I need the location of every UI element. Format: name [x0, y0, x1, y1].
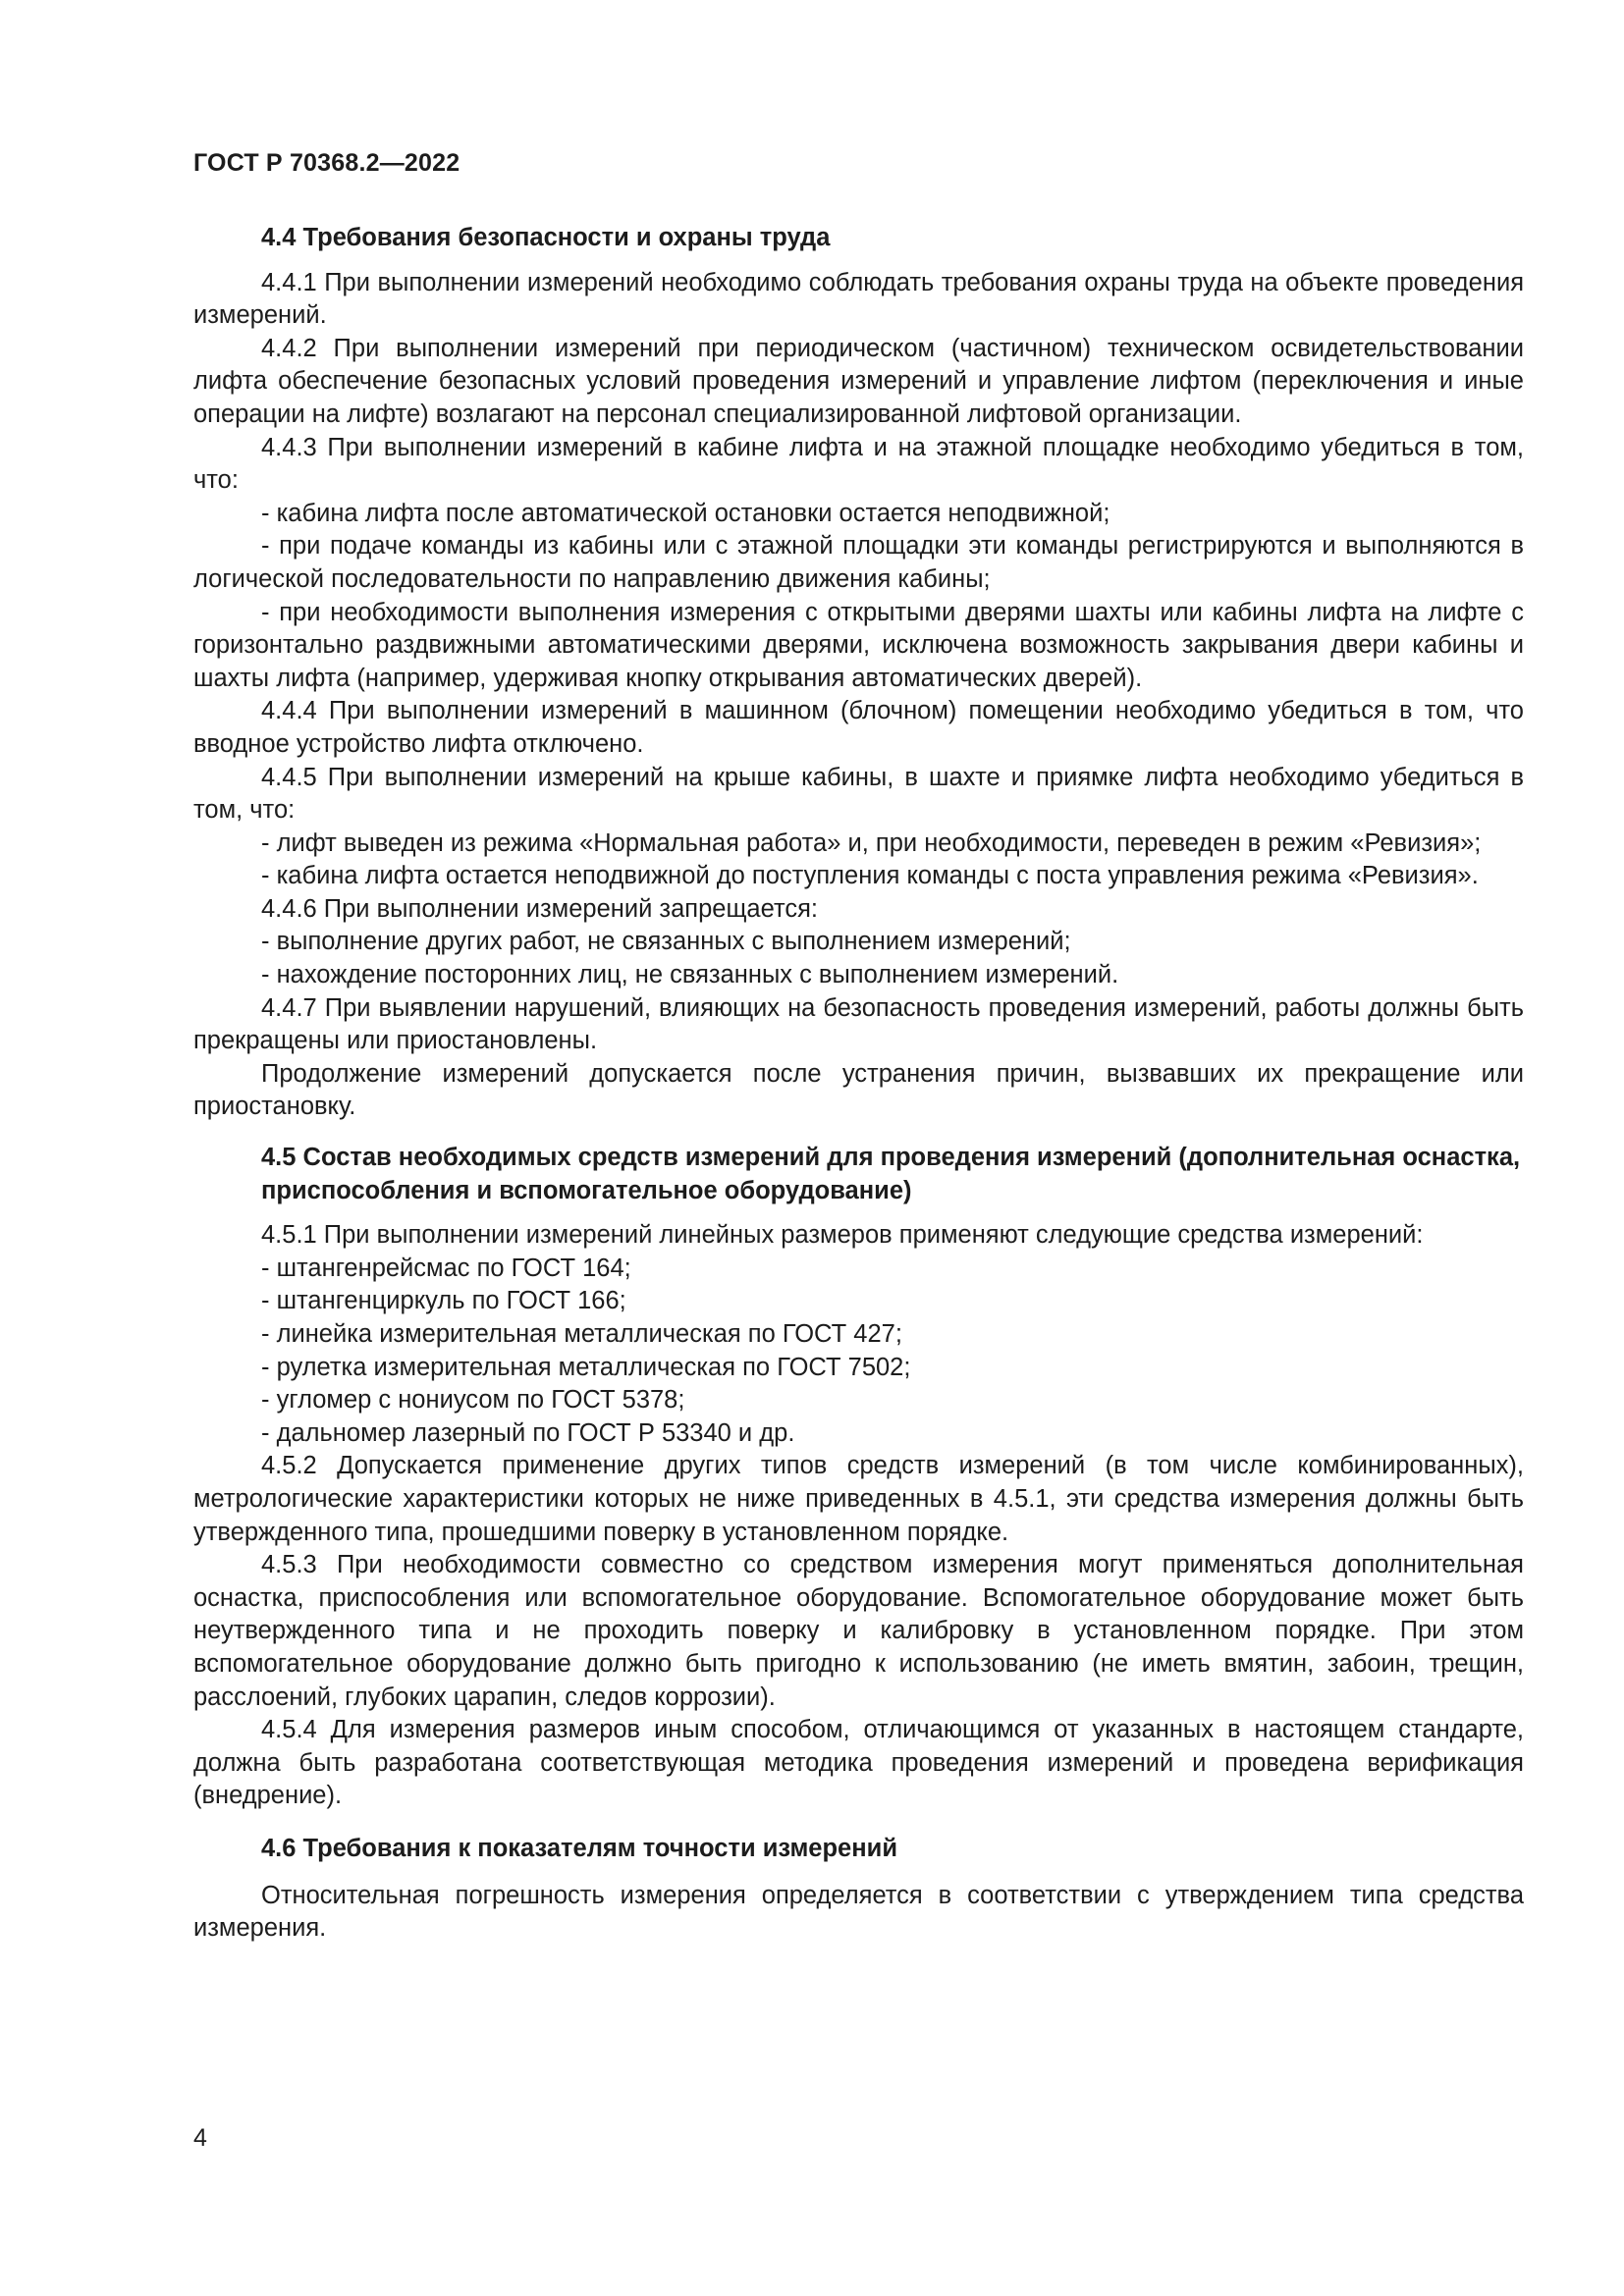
paragraph-4-5-4: 4.5.4 Для измерения размеров иным способом, отличающимся от указанных в настоящем стандарте, должна быть разработана соответствующая методика проведения измерений и проведена верификация (внедрение).: [193, 1716, 1524, 1810]
list-item: - лифт выведен из режима «Нормальная работа» и, при необходимости, переведен в режим «Ревизия»;: [261, 828, 1482, 857]
list-item: - дальномер лазерный по ГОСТ Р 53340 и др.: [261, 1418, 795, 1447]
section-title-4-6: 4.6 Требования к показателям точности измерений: [261, 1834, 897, 1862]
section-title-4-5: 4.5 Состав необходимых средств измерений для проведения измерений (дополнительная оснастка, приспособления и вспомогательное оборудование): [261, 1144, 1521, 1204]
paragraph-4-5-3: 4.5.3 При необходимости совместно со средством измерения могут применяться дополнительная оснастка, приспособления или вспомогательное оборудование. Вспомогательное оборудование может быть неутвержденного типа и не проходить поверку и калибровку в установленном порядке. При этом вспомогательное оборудование должно быть пригодно к использованию (не иметь вмятин, забоин, трещин, расслоений, глубоких царапин, следов коррозии).: [193, 1551, 1524, 1711]
paragraph-4-4-2: 4.4.2 При выполнении измерений при периодическом (частичном) техническом освидетельствовании лифта обеспечение безопасных условий проведения измерений и управление лифтом (переключения и иные операции на лифте) возлагают на персонал специализированной лифтовой организации.: [193, 334, 1524, 428]
paragraph-4-4-6: 4.4.6 При выполнении измерений запрещается:: [261, 894, 818, 923]
paragraph-4-4-4: 4.4.4 При выполнении измерений в машинном (блочном) помещении необходимо убедиться в том, что вводное устройство лифта отключено.: [193, 697, 1524, 758]
paragraph-4-5-1: 4.5.1 При выполнении измерений линейных размеров применяют следующие средства измерений:: [261, 1221, 1424, 1250]
section-title-4-4: 4.4 Требования безопасности и охраны труда: [261, 224, 831, 251]
list-item: - линейка измерительная металлическая по ГОСТ 427;: [261, 1320, 902, 1348]
paragraph-4-4-3: 4.4.3 При выполнении измерений в кабине лифта и на этажной площадке необходимо убедиться в том, что:: [193, 433, 1524, 495]
list-item: - штангенциркуль по ГОСТ 166;: [261, 1287, 626, 1315]
document-code: ГОСТ Р 70368.2—2022: [193, 149, 460, 177]
paragraph-4-4-7: 4.4.7 При выявлении нарушений, влияющих на безопасность проведения измерений, работы должны быть прекращены или приостановлены.: [193, 993, 1524, 1055]
list-item: - при необходимости выполнения измерения с открытыми дверями шахты или кабины лифта на лифте с горизонтально раздвижными автоматическими дверями, исключена возможность закрывания двери кабины и шахты лифта (например, удерживая кнопку открывания автоматических дверей).: [193, 598, 1524, 692]
list-item: - нахождение посторонних лиц, не связанных с выполнением измерений.: [261, 961, 1119, 989]
paragraph-4-6-1: Относительная погрешность измерения определяется в соответствии с утверждением типа средства измерения.: [193, 1881, 1524, 1943]
list-item: - рулетка измерительная металлическая по ГОСТ 7502;: [261, 1353, 911, 1381]
list-item: - кабина лифта после автоматической остановки остается неподвижной;: [261, 499, 1110, 527]
page-number: 4: [193, 2124, 207, 2152]
document-body: [193, 222, 1524, 1946]
list-item: - угломер с нониусом по ГОСТ 5378;: [261, 1386, 685, 1415]
paragraph-4-5-2: 4.5.2 Допускается применение других типов средств измерений (в том числе комбинированных), метрологические характеристики которых не ниже приведенных в 4.5.1, эти средства измерения должны быть утвержденного типа, прошедшими поверку в установленном порядке.: [193, 1452, 1524, 1546]
list-item: - при подаче команды из кабины или с этажной площадки эти команды регистрируются и выполняются в логической последовательности по направлению движения кабины;: [193, 532, 1524, 593]
list-item: - штангенрейсмас по ГОСТ 164;: [261, 1254, 631, 1282]
paragraph-4-4-1: 4.4.1 При выполнении измерений необходимо соблюдать требования охраны труда на объекте проведения измерений.: [193, 268, 1524, 330]
list-item: - выполнение других работ, не связанных с выполнением измерений;: [261, 928, 1071, 956]
paragraph-4-4-8: Продолжение измерений допускается после устранения причин, вызвавших их прекращение или приостановку.: [193, 1059, 1524, 1121]
list-item: - кабина лифта остается неподвижной до поступления команды с поста управления режима «Ревизия».: [261, 862, 1479, 890]
paragraph-4-4-5: 4.4.5 При выполнении измерений на крыше кабины, в шахте и приямке лифта необходимо убедиться в том, что:: [193, 763, 1524, 825]
